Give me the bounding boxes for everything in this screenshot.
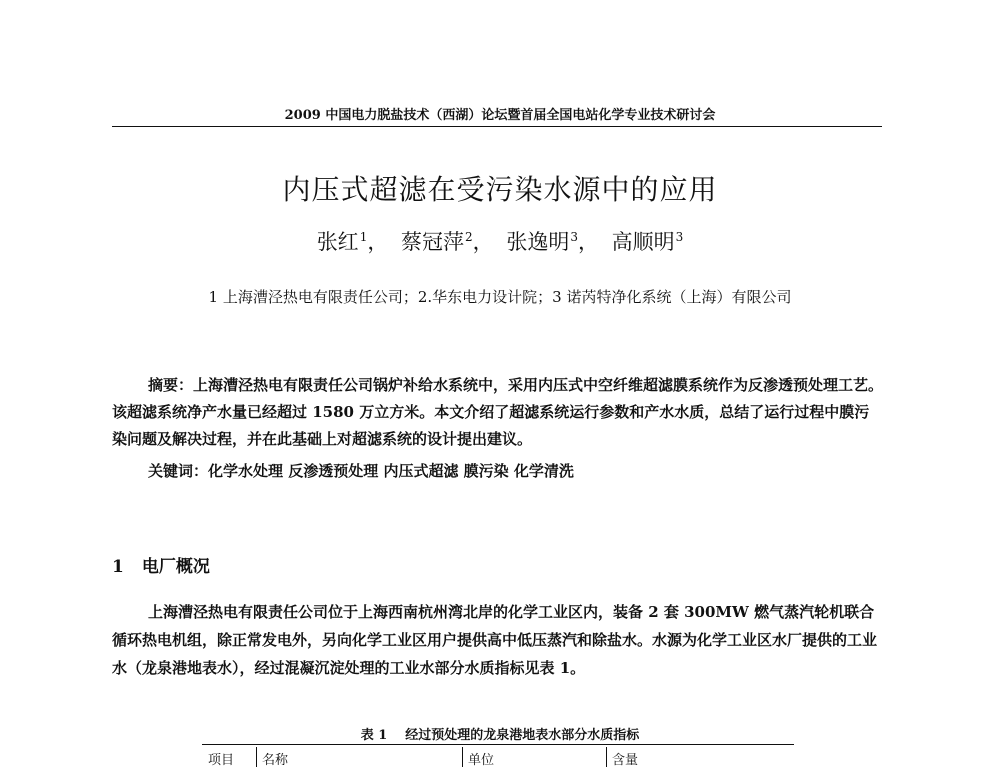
author-4 [612, 230, 684, 254]
author-affil-mark: 1 [359, 230, 368, 244]
table-caption [0, 724, 1000, 743]
table-caption-text: 经过预处理的龙泉港地表水部分水质指标 [405, 728, 640, 743]
author-name: 蔡冠萍 [401, 230, 465, 254]
table-header-cell: 含量 [612, 753, 639, 768]
section-number: 1 [112, 557, 124, 577]
table-label: 表 1 [360, 728, 388, 743]
table-column-divider [256, 747, 257, 767]
author-name: 张逸明 [506, 230, 570, 254]
author-list [0, 226, 1000, 256]
section-heading [112, 552, 210, 577]
author-1 [317, 230, 368, 254]
table-header-cell: 项目 [208, 753, 235, 768]
table-header-cell: 单位 [468, 753, 495, 768]
table-header-row [202, 747, 794, 767]
author-name: 高顺明 [611, 230, 675, 254]
body-paragraph: 上海漕泾热电有限责任公司位于上海西南杭州湾北岸的化学工业区内，装备 2 套 300MW 燃气蒸汽轮机联合循环热电机组，除正常发电外，另向化学工业区用户提供高中低压蒸汽和除盐水。水源为化学工业区水厂提供的工业水（龙泉港地表水），经过混凝沉淀处理的工业水部分水质指标见表 1。 [112, 603, 878, 677]
author-affil-mark: 3 [675, 230, 684, 244]
header-rule [112, 126, 882, 127]
author-affil-mark: 2 [465, 230, 473, 244]
running-header: 2009 中国电力脱盐技术（西湖）论坛暨首届全国电站化学专业技术研讨会 [284, 108, 716, 123]
table-header-cell: 名称 [262, 753, 289, 768]
affiliations: 1 上海漕泾热电有限责任公司；2.华东电力设计院；3 诺芮特净化系统（上海）有限公司 [208, 288, 792, 306]
section-title: 电厂概况 [141, 557, 210, 577]
abstract: 摘要：上海漕泾热电有限责任公司锅炉补给水系统中，采用内压式中空纤维超滤膜系统作为反渗透预处理工艺。该超滤系统净产水量已经超过 1580 万立方米。本文介绍了超滤系统运行参数和产水水质，总结了运行过程中膜污染问题及解决过程，并在此基础上对超滤系统的设计提出建议。 [112, 376, 884, 448]
author-2 [401, 230, 473, 254]
keywords: 关键词：化学水处理 反渗透预处理 内压式超滤 膜污染 化学清洗 [148, 462, 574, 480]
paper-title: 内压式超滤在受污染水源中的应用 [282, 173, 718, 206]
table-column-divider [462, 747, 463, 767]
author-separator: ， [577, 230, 599, 254]
author-affil-mark: 3 [570, 230, 578, 244]
table-column-divider [606, 747, 607, 767]
author-3 [506, 230, 578, 254]
author-name: 张红 [316, 230, 359, 254]
table-top-rule [202, 744, 794, 745]
author-separator: ， [367, 230, 389, 254]
author-separator: ， [472, 230, 494, 254]
